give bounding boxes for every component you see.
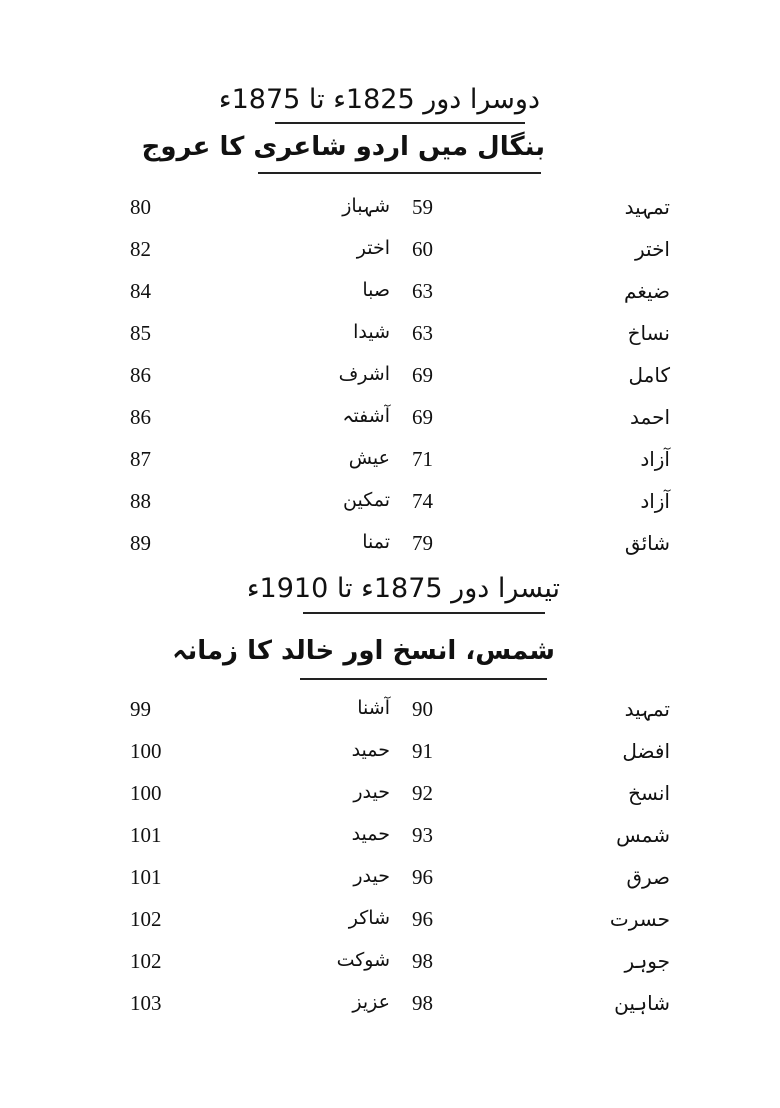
entry-number: 98 (412, 949, 433, 973)
section-1-period-title: دوسرا دور 1825ء تا 1875ء (218, 84, 540, 115)
entry-name-primary: آزاد (640, 447, 670, 471)
toc-row (0, 697, 780, 737)
entry-name-primary: کامل (628, 363, 670, 387)
page-number: 102 (130, 949, 162, 973)
page-number: 86 (130, 405, 151, 429)
section-2-title-rule (303, 612, 545, 614)
entry-name-primary: جوہر (624, 949, 670, 973)
entry-name-secondary: تمنا (362, 531, 390, 553)
entry-number: 90 (412, 697, 433, 721)
entry-number: 69 (412, 405, 433, 429)
toc-row (0, 321, 780, 361)
toc-row (0, 865, 780, 905)
entry-name-primary: افضل (622, 739, 670, 763)
entry-number: 63 (412, 321, 433, 345)
entry-name-secondary: شاکر (348, 907, 390, 929)
entry-name-primary: ضیغم (624, 279, 670, 303)
entry-number: 96 (412, 907, 433, 931)
entry-name-secondary: اختر (356, 237, 390, 259)
toc-row (0, 237, 780, 277)
entry-name-secondary: حمید (351, 823, 390, 845)
entry-number: 60 (412, 237, 433, 261)
page-number: 84 (130, 279, 151, 303)
page-number: 99 (130, 697, 151, 721)
page-number: 100 (130, 781, 162, 805)
entry-name-primary: شائق (624, 531, 670, 555)
entry-name-secondary: صبا (362, 279, 390, 301)
page-number: 89 (130, 531, 151, 555)
page-number: 82 (130, 237, 151, 261)
entry-number: 71 (412, 447, 433, 471)
toc-row (0, 531, 780, 571)
toc-row (0, 447, 780, 487)
section-2-period-title: تیسرا دور 1875ء تا 1910ء (246, 573, 560, 604)
toc-row (0, 991, 780, 1031)
section-1-subtitle: بنگال میں اردو شاعری کا عروج (141, 132, 545, 162)
entry-name-primary: شاہین (614, 991, 670, 1015)
entry-name-primary: اختر (635, 237, 670, 261)
entry-name-secondary: آشفتہ (342, 405, 390, 427)
page-number: 101 (130, 823, 162, 847)
toc-row (0, 489, 780, 529)
entry-name-secondary: عیش (348, 447, 390, 469)
toc-row (0, 363, 780, 403)
entry-name-primary: شمس (616, 823, 670, 847)
page-number: 88 (130, 489, 151, 513)
page-number: 100 (130, 739, 162, 763)
entry-number: 63 (412, 279, 433, 303)
entry-name-primary: تمہید (624, 697, 670, 721)
entry-name-secondary: اشرف (338, 363, 390, 385)
entry-name-secondary: شہباز (342, 195, 390, 217)
page-number: 103 (130, 991, 162, 1015)
entry-name-secondary: شیدا (353, 321, 390, 343)
page-number: 80 (130, 195, 151, 219)
entry-name-primary: احمد (630, 405, 670, 429)
entry-name-primary: انسخ (628, 781, 670, 805)
entry-number: 69 (412, 363, 433, 387)
entry-number: 59 (412, 195, 433, 219)
entry-name-secondary: حمید (351, 739, 390, 761)
entry-number: 96 (412, 865, 433, 889)
toc-row (0, 405, 780, 445)
section-2-subtitle-rule (300, 678, 547, 680)
page-number: 86 (130, 363, 151, 387)
entry-number: 91 (412, 739, 433, 763)
entry-name-secondary: حیدر (353, 865, 390, 887)
entry-number: 74 (412, 489, 433, 513)
entry-number: 93 (412, 823, 433, 847)
page-number: 101 (130, 865, 162, 889)
entry-number: 98 (412, 991, 433, 1015)
section-1-title-rule (275, 122, 525, 124)
entry-name-secondary: عزیز (352, 991, 390, 1013)
toc-row (0, 739, 780, 779)
entry-name-secondary: شوکت (336, 949, 390, 971)
entry-name-secondary: تمکین (343, 489, 390, 511)
toc-row (0, 279, 780, 319)
page-number: 102 (130, 907, 162, 931)
entry-name-primary: تمہید (624, 195, 670, 219)
page-number: 87 (130, 447, 151, 471)
entry-name-primary: حسرت (609, 907, 670, 931)
page-number: 85 (130, 321, 151, 345)
toc-row (0, 949, 780, 989)
entry-name-primary: نساخ (627, 321, 670, 345)
entry-name-primary: صرق (626, 865, 670, 889)
toc-row (0, 907, 780, 947)
section-2-subtitle: شمس، انسخ اور خالد کا زمانہ (172, 636, 555, 666)
entry-name-secondary: آشنا (357, 697, 390, 719)
toc-row (0, 195, 780, 235)
entry-name-secondary: حیدر (353, 781, 390, 803)
entry-number: 92 (412, 781, 433, 805)
entry-number: 79 (412, 531, 433, 555)
toc-row (0, 781, 780, 821)
toc-row (0, 823, 780, 863)
entry-name-primary: آزاد (640, 489, 670, 513)
section-1-subtitle-rule (258, 172, 541, 174)
